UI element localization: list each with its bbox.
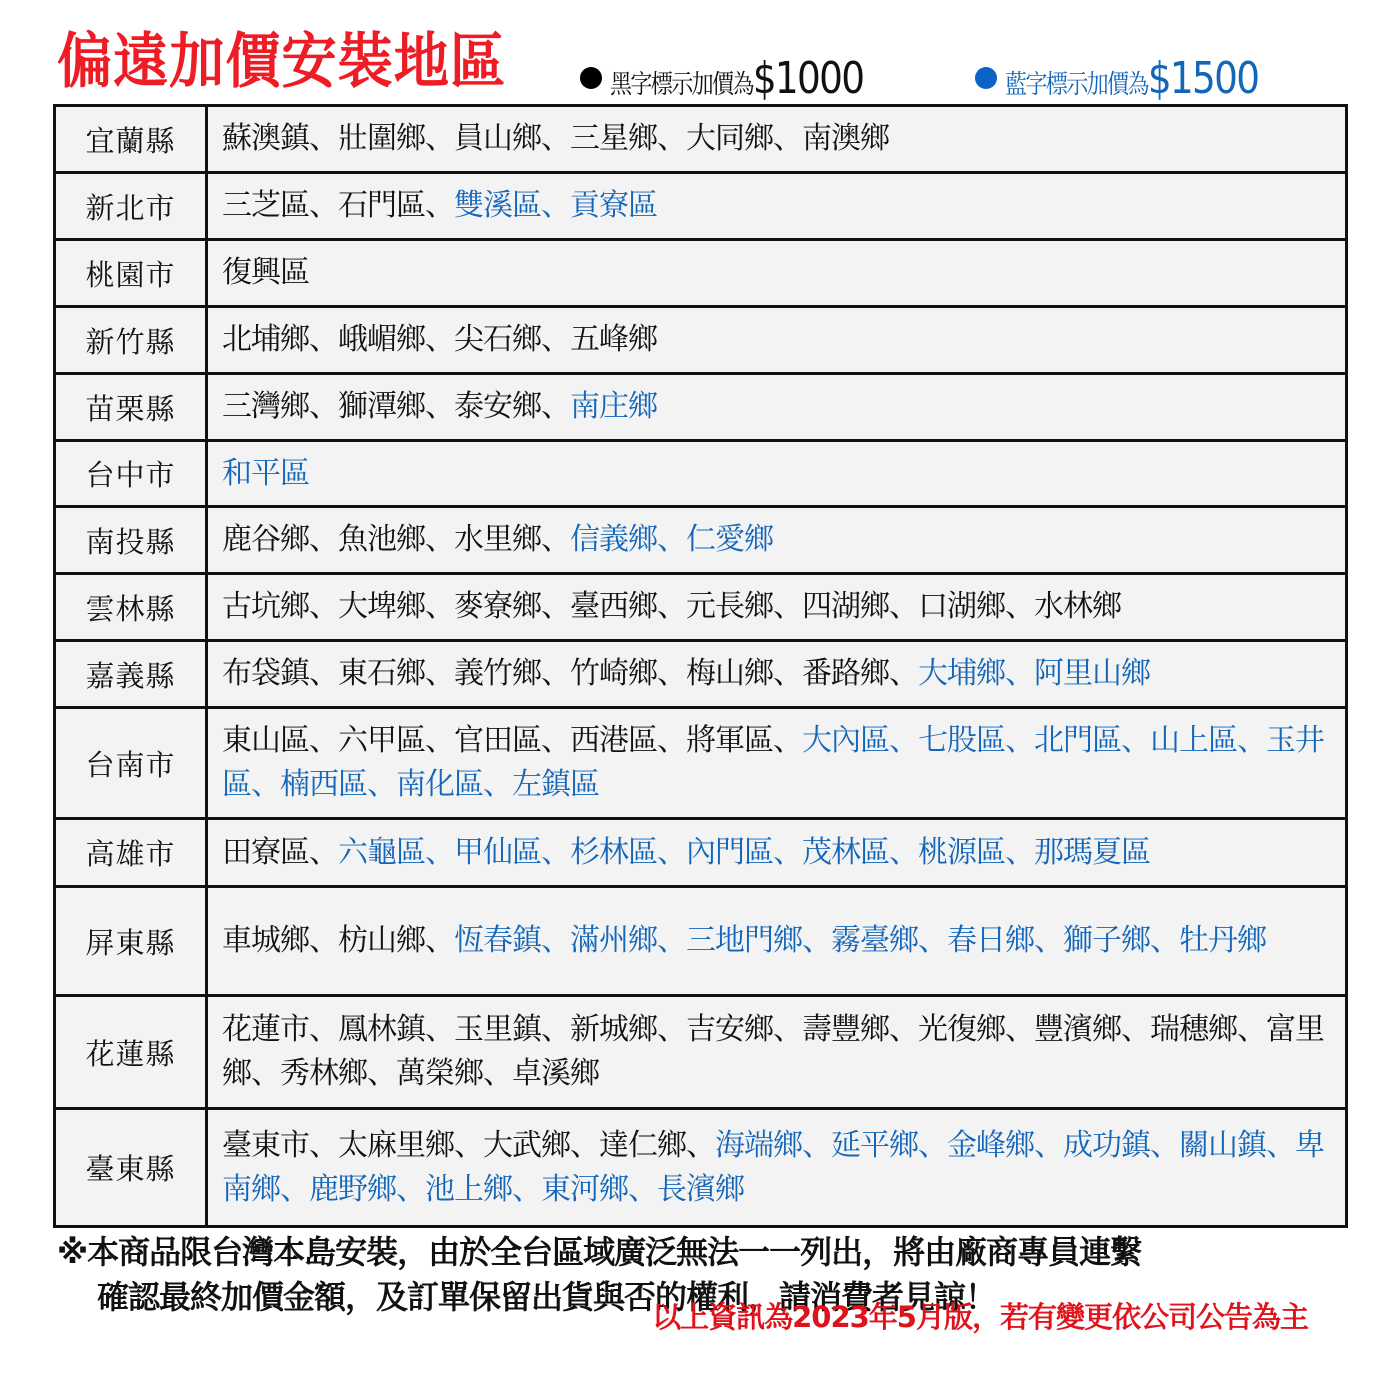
towns-1500: 信義鄉、仁愛鄉 — [570, 522, 773, 557]
county-cell: 花蓮縣 — [55, 996, 207, 1109]
county-cell: 新北市 — [55, 173, 207, 240]
towns-1000: 車城鄉、枋山鄉、 — [222, 923, 454, 958]
legend-blue — [975, 52, 1303, 104]
towns-1000: 北埔鄉、峨嵋鄉、尖石鄉、五峰鄉 — [222, 322, 657, 357]
towns-1000: 三芝區、石門區、 — [222, 188, 454, 223]
table-row — [55, 708, 1347, 819]
towns-cell — [207, 1109, 1347, 1227]
footnote-line-1: ※本商品限台灣本島安裝，由於全台區域廣泛無法一一列出，將由廠商專員連繫 — [57, 1233, 1142, 1271]
towns-1000: 布袋鎮、東石鄉、義竹鄉、竹崎鄉、梅山鄉、番路鄉、 — [222, 656, 918, 691]
towns-1500: 六龜區、甲仙區、杉林區、內門區、茂林區、桃源區、那瑪夏區 — [338, 834, 1150, 870]
remote-areas-table — [53, 104, 1348, 1228]
towns-cell — [207, 106, 1347, 173]
page-title: 偏遠加價安裝地區 — [57, 27, 506, 97]
towns-cell — [207, 887, 1347, 996]
county-cell: 宜蘭縣 — [55, 106, 207, 173]
county-cell: 屏東縣 — [55, 887, 207, 996]
towns-1500: 大內區、七股區、北門區、山上區、玉井區、楠西區、南化區、左鎮區 — [222, 723, 1324, 802]
table-row — [55, 240, 1347, 307]
black-dot-icon — [580, 67, 602, 89]
towns-cell — [207, 441, 1347, 507]
county-cell: 新竹縣 — [55, 307, 207, 374]
towns-cell — [207, 819, 1347, 887]
county-cell: 桃園市 — [55, 240, 207, 307]
towns-1500: 海端鄉、延平鄉、金峰鄉、成功鎮、關山鎮、卑南鄉、鹿野鄉、池上鄉、東河鄉、長濱鄉 — [222, 1127, 1324, 1207]
county-cell: 南投縣 — [55, 507, 207, 574]
county-cell: 雲林縣 — [55, 574, 207, 641]
towns-1000: 復興區 — [222, 255, 309, 290]
table-row — [55, 1109, 1347, 1227]
legend-blue-amount: $1500 — [1147, 52, 1259, 104]
table-row — [55, 574, 1347, 641]
towns-1000: 鹿谷鄉、魚池鄉、水里鄉、 — [222, 522, 570, 557]
towns-1500: 雙溪區、貢寮區 — [454, 188, 657, 223]
table-row — [55, 173, 1347, 240]
towns-cell — [207, 708, 1347, 819]
towns-cell — [207, 574, 1347, 641]
table-row — [55, 374, 1347, 441]
towns-1500: 和平區 — [222, 455, 309, 491]
county-cell: 苗栗縣 — [55, 374, 207, 441]
towns-1000: 田寮區、 — [222, 834, 338, 870]
table-row — [55, 441, 1347, 507]
towns-cell — [207, 996, 1347, 1109]
legend-blue-label: 藍字標示加價為 — [1005, 69, 1148, 100]
table-row — [55, 996, 1347, 1109]
table-row — [55, 641, 1347, 708]
legend-black-label: 黑字標示加價為 — [610, 69, 753, 100]
county-cell: 台中市 — [55, 441, 207, 507]
towns-1500: 南庄鄉 — [570, 389, 657, 424]
legend-black — [580, 52, 908, 104]
county-cell: 嘉義縣 — [55, 641, 207, 708]
towns-1500: 大埔鄉、阿里山鄉 — [918, 656, 1150, 691]
towns-cell — [207, 374, 1347, 441]
table-row — [55, 106, 1347, 173]
towns-1000: 花蓮市、鳳林鎮、玉里鎮、新城鄉、吉安鄉、壽豐鄉、光復鄉、豐濱鄉、瑞穗鄉、富里鄉、秀林鄉、萬榮鄉、卓溪鄉 — [222, 1012, 1324, 1091]
county-cell: 臺東縣 — [55, 1109, 207, 1227]
towns-1000: 臺東市、太麻里鄉、大武鄉、達仁鄉、 — [222, 1127, 715, 1163]
version-notice: 以上資訊為2023年5月版，若有變更依公司公告為主 — [652, 1300, 1308, 1334]
blue-dot-icon — [975, 67, 997, 89]
towns-cell — [207, 307, 1347, 374]
towns-1500: 恆春鎮、滿州鄉、三地門鄉、霧臺鄉、春日鄉、獅子鄉、牡丹鄉 — [454, 923, 1266, 958]
legend-black-amount: $1000 — [752, 52, 864, 104]
towns-cell — [207, 173, 1347, 240]
county-cell: 高雄市 — [55, 819, 207, 887]
table-row — [55, 307, 1347, 374]
towns-1000: 東山區、六甲區、官田區、西港區、將軍區、 — [222, 723, 802, 758]
towns-cell — [207, 240, 1347, 307]
towns-1000: 三灣鄉、獅潭鄉、泰安鄉、 — [222, 389, 570, 424]
county-cell: 台南市 — [55, 708, 207, 819]
table-row — [55, 507, 1347, 574]
footnote-line-2: 確認最終加價金額，及訂單保留出貨與否的權利，請消費者見諒！ — [97, 1278, 997, 1316]
towns-cell — [207, 507, 1347, 574]
towns-1000: 蘇澳鎮、壯圍鄉、員山鄉、三星鄉、大同鄉、南澳鄉 — [222, 121, 889, 156]
towns-cell — [207, 641, 1347, 708]
table-row — [55, 887, 1347, 996]
towns-1000: 古坑鄉、大埤鄉、麥寮鄉、臺西鄉、元長鄉、四湖鄉、口湖鄉、水林鄉 — [222, 589, 1121, 624]
table-row — [55, 819, 1347, 887]
